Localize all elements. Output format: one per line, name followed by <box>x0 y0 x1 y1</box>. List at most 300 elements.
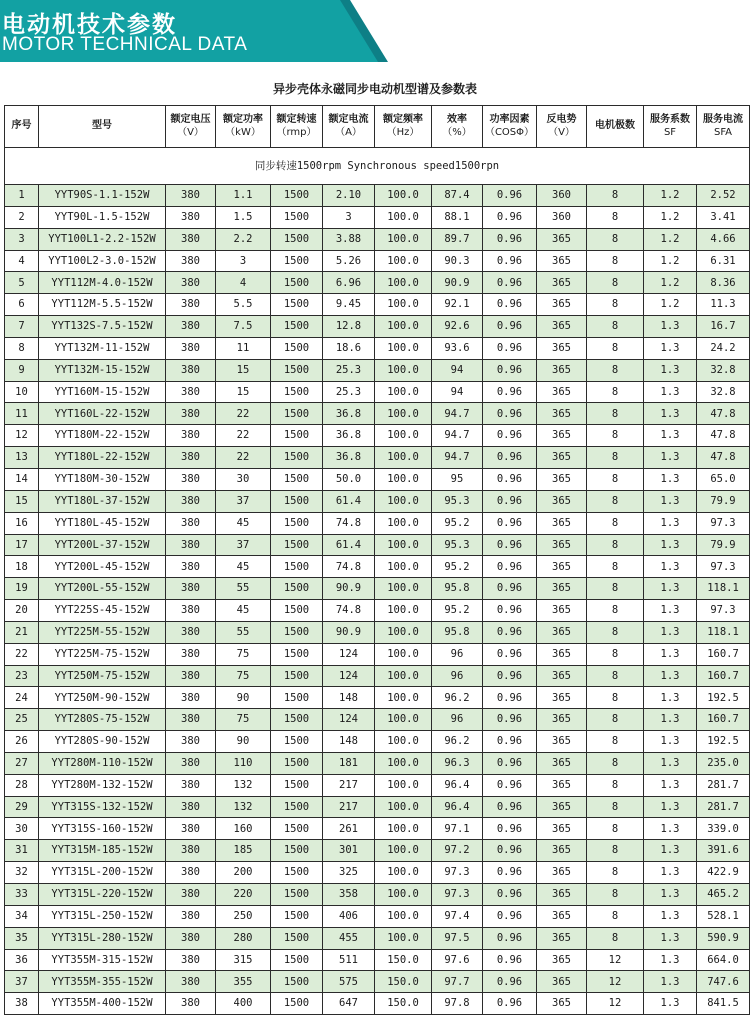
table-cell: 100.0 <box>375 731 432 753</box>
table-cell: 16 <box>5 512 39 534</box>
table-cell: 391.6 <box>697 840 750 862</box>
table-cell: YYT250M-75-152W <box>39 665 166 687</box>
column-header-unit: （V） <box>548 126 575 138</box>
table-cell: YYT355M-400-152W <box>39 993 166 1015</box>
table-cell: 160.7 <box>697 709 750 731</box>
title-english: MOTOR TECHNICAL DATA <box>2 34 248 55</box>
table-cell: 355 <box>216 971 271 993</box>
table-cell: YYT132S-7.5-152W <box>39 316 166 338</box>
table-cell: 380 <box>166 752 216 774</box>
table-cell: YYT315L-280-152W <box>39 927 166 949</box>
table-cell: 4 <box>216 272 271 294</box>
column-header <box>587 106 644 148</box>
table-row <box>5 949 750 971</box>
table-cell: 21 <box>5 621 39 643</box>
section-label: 同步转速1500rpm Synchronous speed1500rpn <box>5 148 750 185</box>
table-cell: 100.0 <box>375 447 432 469</box>
table-cell: 380 <box>166 316 216 338</box>
table-cell: 8 <box>587 425 644 447</box>
table-cell: 1.3 <box>644 425 697 447</box>
table-cell: 100.0 <box>375 381 432 403</box>
table-cell: 100.0 <box>375 752 432 774</box>
table-cell: 74.8 <box>323 600 375 622</box>
table-cell: YYT180M-30-152W <box>39 468 166 490</box>
table-cell: 3 <box>323 206 375 228</box>
table-cell: 8 <box>587 731 644 753</box>
table-cell: 100.0 <box>375 556 432 578</box>
table-row <box>5 337 750 359</box>
table-cell: 79.9 <box>697 534 750 556</box>
table-cell: 1.2 <box>644 250 697 272</box>
table-row <box>5 185 750 207</box>
table-cell: 1500 <box>271 185 323 207</box>
table-cell: 235.0 <box>697 752 750 774</box>
table-cell: 365 <box>537 578 587 600</box>
table-cell: 0.96 <box>483 556 537 578</box>
table-cell: 192.5 <box>697 687 750 709</box>
table-cell: 575 <box>323 971 375 993</box>
table-cell: 365 <box>537 316 587 338</box>
table-cell: 380 <box>166 665 216 687</box>
table-cell: 1500 <box>271 272 323 294</box>
table-row <box>5 643 750 665</box>
table-cell: 27 <box>5 752 39 774</box>
table-cell: 339.0 <box>697 818 750 840</box>
table-cell: 365 <box>537 905 587 927</box>
table-cell: 0.96 <box>483 709 537 731</box>
table-cell: YYT160L-22-152W <box>39 403 166 425</box>
table-cell: 400 <box>216 993 271 1015</box>
title-chinese: 电动机技术参数 <box>2 12 177 38</box>
table-cell: 217 <box>323 796 375 818</box>
column-header-unit: （V） <box>177 126 204 138</box>
table-cell: 365 <box>537 381 587 403</box>
column-header-label: 反电势 <box>546 114 577 125</box>
table-cell: 1.2 <box>644 272 697 294</box>
table-cell: 8.36 <box>697 272 750 294</box>
table-cell: 95.8 <box>432 621 483 643</box>
table-cell: 3.41 <box>697 206 750 228</box>
table-cell: 365 <box>537 621 587 643</box>
column-header-unit: （Hz） <box>386 126 420 138</box>
table-cell: 95.2 <box>432 512 483 534</box>
table-cell: 8 <box>587 556 644 578</box>
table-row <box>5 250 750 272</box>
column-header-label: 功率因素 <box>489 114 530 125</box>
table-cell: YYT355M-315-152W <box>39 949 166 971</box>
header-row <box>5 106 750 148</box>
table-cell: 365 <box>537 272 587 294</box>
table-cell: 94 <box>432 381 483 403</box>
table-cell: 365 <box>537 512 587 534</box>
table-cell: 5 <box>5 272 39 294</box>
table-cell: 8 <box>587 862 644 884</box>
table-cell: 8 <box>587 206 644 228</box>
table-row <box>5 294 750 316</box>
table-cell: 12 <box>5 425 39 447</box>
table-cell: 1.3 <box>644 687 697 709</box>
table-cell: 100.0 <box>375 687 432 709</box>
table-cell: 380 <box>166 621 216 643</box>
table-cell: 1.3 <box>644 840 697 862</box>
table-cell: 8 <box>587 927 644 949</box>
table-cell: 100.0 <box>375 600 432 622</box>
table-cell: 0.96 <box>483 949 537 971</box>
table-cell: 50.0 <box>323 468 375 490</box>
table-cell: 19 <box>5 578 39 600</box>
table-cell: 380 <box>166 578 216 600</box>
table-cell: 33 <box>5 884 39 906</box>
table-cell: 6.31 <box>697 250 750 272</box>
table-cell: 132 <box>216 774 271 796</box>
table-cell: 8 <box>587 512 644 534</box>
column-header-unit: SF <box>663 126 677 138</box>
table-cell: 3 <box>216 250 271 272</box>
table-cell: 0.96 <box>483 643 537 665</box>
table-cell: 25 <box>5 709 39 731</box>
table-cell: 36.8 <box>323 447 375 469</box>
table-cell: 0.96 <box>483 534 537 556</box>
table-cell: 8 <box>587 840 644 862</box>
table-row <box>5 905 750 927</box>
table-cell: 380 <box>166 337 216 359</box>
table-cell: 100.0 <box>375 927 432 949</box>
table-cell: 8 <box>587 600 644 622</box>
table-cell: 8 <box>587 185 644 207</box>
table-cell: 100.0 <box>375 578 432 600</box>
table-cell: 747.6 <box>697 971 750 993</box>
table-row <box>5 556 750 578</box>
column-header-unit: （rmp） <box>276 126 317 138</box>
table-cell: 1500 <box>271 687 323 709</box>
table-cell: 25.3 <box>323 359 375 381</box>
table-cell: 281.7 <box>697 774 750 796</box>
table-cell: 380 <box>166 731 216 753</box>
table-cell: 100.0 <box>375 490 432 512</box>
table-cell: 23 <box>5 665 39 687</box>
table-cell: 47.8 <box>697 403 750 425</box>
table-cell: 9.45 <box>323 294 375 316</box>
table-cell: 1500 <box>271 665 323 687</box>
table-cell: YYT225S-45-152W <box>39 600 166 622</box>
table-cell: 380 <box>166 490 216 512</box>
table-cell: 0.96 <box>483 359 537 381</box>
table-cell: 87.4 <box>432 185 483 207</box>
table-cell: 1.2 <box>644 206 697 228</box>
table-cell: YYT180M-22-152W <box>39 425 166 447</box>
table-cell: 380 <box>166 927 216 949</box>
table-cell: YYT180L-37-152W <box>39 490 166 512</box>
table-cell: 1500 <box>271 971 323 993</box>
table-cell: 365 <box>537 403 587 425</box>
table-row <box>5 971 750 993</box>
table-cell: 124 <box>323 665 375 687</box>
table-cell: 118.1 <box>697 621 750 643</box>
table-cell: 4.66 <box>697 228 750 250</box>
table-cell: 96.3 <box>432 752 483 774</box>
table-cell: 9 <box>5 359 39 381</box>
table-cell: 22 <box>216 403 271 425</box>
table-cell: 100.0 <box>375 643 432 665</box>
table-cell: 1.3 <box>644 621 697 643</box>
table-cell: 1500 <box>271 905 323 927</box>
table-cell: 45 <box>216 556 271 578</box>
table-cell: 2.52 <box>697 185 750 207</box>
table-row <box>5 687 750 709</box>
table-cell: 20 <box>5 600 39 622</box>
table-cell: 1.3 <box>644 512 697 534</box>
table-cell: 96.2 <box>432 731 483 753</box>
table-cell: 2 <box>5 206 39 228</box>
table-cell: 36.8 <box>323 403 375 425</box>
table-cell: 8 <box>587 665 644 687</box>
table-cell: 55 <box>216 578 271 600</box>
table-cell: 0.96 <box>483 185 537 207</box>
column-header-unit: （%） <box>442 126 472 138</box>
table-cell: 1500 <box>271 884 323 906</box>
table-cell: 100.0 <box>375 905 432 927</box>
table-cell: 380 <box>166 796 216 818</box>
table-cell: 1.3 <box>644 447 697 469</box>
table-cell: 365 <box>537 490 587 512</box>
table-cell: 1.3 <box>644 337 697 359</box>
table-cell: 47.8 <box>697 425 750 447</box>
table-cell: 36.8 <box>323 425 375 447</box>
table-cell: 1500 <box>271 949 323 971</box>
table-cell: 90.3 <box>432 250 483 272</box>
table-cell: 8 <box>587 250 644 272</box>
table-cell: 97.3 <box>697 600 750 622</box>
table-cell: 30 <box>5 818 39 840</box>
table-cell: 28 <box>5 774 39 796</box>
table-cell: 47.8 <box>697 447 750 469</box>
table-cell: 32 <box>5 862 39 884</box>
table-cell: 365 <box>537 534 587 556</box>
column-header-label: 额定电流 <box>328 114 369 125</box>
table-cell: 365 <box>537 993 587 1015</box>
table-cell: 380 <box>166 643 216 665</box>
table-cell: 97.8 <box>432 993 483 1015</box>
table-cell: YYT315S-160-152W <box>39 818 166 840</box>
table-cell: 0.96 <box>483 774 537 796</box>
table-cell: 100.0 <box>375 250 432 272</box>
table-cell: 8 <box>587 403 644 425</box>
table-cell: 1.3 <box>644 468 697 490</box>
table-cell: 325 <box>323 862 375 884</box>
table-cell: 1500 <box>271 578 323 600</box>
table-cell: 150.0 <box>375 949 432 971</box>
table-cell: 365 <box>537 294 587 316</box>
table-cell: 358 <box>323 884 375 906</box>
table-cell: 22 <box>216 425 271 447</box>
table-cell: 380 <box>166 250 216 272</box>
table-row <box>5 403 750 425</box>
table-cell: 380 <box>166 993 216 1015</box>
table-cell: 5.26 <box>323 250 375 272</box>
table-cell: 1500 <box>271 468 323 490</box>
table-cell: 1.3 <box>644 316 697 338</box>
table-row <box>5 316 750 338</box>
table-cell: 841.5 <box>697 993 750 1015</box>
table-cell: 0.96 <box>483 206 537 228</box>
table-cell: 1500 <box>271 600 323 622</box>
table-cell: 315 <box>216 949 271 971</box>
table-cell: YYT315M-185-152W <box>39 840 166 862</box>
table-row <box>5 381 750 403</box>
table-cell: 365 <box>537 818 587 840</box>
table-cell: 360 <box>537 185 587 207</box>
table-cell: YYT180L-45-152W <box>39 512 166 534</box>
table-cell: 0.96 <box>483 228 537 250</box>
table-cell: 1500 <box>271 731 323 753</box>
table-cell: 45 <box>216 512 271 534</box>
motor-parameters-table <box>4 105 750 1015</box>
table-cell: 100.0 <box>375 512 432 534</box>
table-cell: 8 <box>587 905 644 927</box>
table-cell: 1.3 <box>644 927 697 949</box>
table-cell: 1500 <box>271 840 323 862</box>
table-cell: 0.96 <box>483 818 537 840</box>
table-cell: 1500 <box>271 447 323 469</box>
column-header-label: 电机极数 <box>595 120 635 132</box>
table-cell: 15 <box>5 490 39 512</box>
table-cell: 365 <box>537 447 587 469</box>
column-header-label: 型号 <box>92 120 112 132</box>
table-cell: 380 <box>166 862 216 884</box>
table-cell: 1500 <box>271 381 323 403</box>
table-cell: 250 <box>216 905 271 927</box>
table-cell: 0.96 <box>483 578 537 600</box>
table-cell: 100.0 <box>375 294 432 316</box>
table-cell: 365 <box>537 884 587 906</box>
table-row <box>5 425 750 447</box>
table-row <box>5 731 750 753</box>
table-cell: 301 <box>323 840 375 862</box>
table-cell: 365 <box>537 862 587 884</box>
table-cell: YYT200L-55-152W <box>39 578 166 600</box>
table-cell: 1500 <box>271 403 323 425</box>
table-cell: 1 <box>5 185 39 207</box>
table-cell: 380 <box>166 403 216 425</box>
table-cell: 1500 <box>271 359 323 381</box>
table-cell: YYT280S-75-152W <box>39 709 166 731</box>
table-cell: 8 <box>587 228 644 250</box>
table-cell: 88.1 <box>432 206 483 228</box>
table-cell: 18 <box>5 556 39 578</box>
table-cell: 61.4 <box>323 534 375 556</box>
table-cell: 0.96 <box>483 294 537 316</box>
table-cell: 1.1 <box>216 185 271 207</box>
table-cell: 1.3 <box>644 359 697 381</box>
table-cell: YYT225M-55-152W <box>39 621 166 643</box>
table-cell: 97.4 <box>432 905 483 927</box>
table-cell: 75 <box>216 643 271 665</box>
column-header <box>644 106 697 148</box>
table-cell: 100.0 <box>375 534 432 556</box>
table-cell: 1.3 <box>644 818 697 840</box>
column-header <box>537 106 587 148</box>
table-cell: 1.3 <box>644 731 697 753</box>
table-cell: 1500 <box>271 250 323 272</box>
table-cell: 1.3 <box>644 752 697 774</box>
table-cell: 160 <box>216 818 271 840</box>
table-cell: 8 <box>587 468 644 490</box>
table-cell: 96 <box>432 709 483 731</box>
table-cell: 4 <box>5 250 39 272</box>
table-cell: 0.96 <box>483 250 537 272</box>
table-cell: 465.2 <box>697 884 750 906</box>
table-cell: 45 <box>216 600 271 622</box>
table-cell: 1.2 <box>644 228 697 250</box>
table-cell: 422.9 <box>697 862 750 884</box>
table-row <box>5 228 750 250</box>
table-cell: 148 <box>323 687 375 709</box>
table-cell: YYT280S-90-152W <box>39 731 166 753</box>
table-cell: 365 <box>537 643 587 665</box>
table-cell: 1500 <box>271 316 323 338</box>
table-cell: 15 <box>216 359 271 381</box>
table-cell: YYT315S-132-152W <box>39 796 166 818</box>
table-row <box>5 600 750 622</box>
table-cell: 1.3 <box>644 490 697 512</box>
table-cell: YYT180L-22-152W <box>39 447 166 469</box>
column-header-label: 额定频率 <box>383 114 423 125</box>
table-cell: 22 <box>216 447 271 469</box>
table-cell: 1500 <box>271 709 323 731</box>
table-cell: 8 <box>587 534 644 556</box>
table-cell: 365 <box>537 971 587 993</box>
table-cell: 1500 <box>271 796 323 818</box>
table-cell: YYT315L-220-152W <box>39 884 166 906</box>
table-cell: YYT112M-5.5-152W <box>39 294 166 316</box>
table-row <box>5 665 750 687</box>
table-cell: 220 <box>216 884 271 906</box>
table-cell: 24.2 <box>697 337 750 359</box>
table-cell: 15 <box>216 381 271 403</box>
column-header-label: 额定功率 <box>223 114 263 125</box>
table-cell: 100.0 <box>375 228 432 250</box>
table-cell: 1.3 <box>644 556 697 578</box>
table-cell: 1500 <box>271 228 323 250</box>
table-cell: 365 <box>537 731 587 753</box>
column-header-unit: （kW） <box>225 126 261 138</box>
table-cell: 150.0 <box>375 993 432 1015</box>
column-header <box>216 106 271 148</box>
table-cell: 365 <box>537 250 587 272</box>
table-cell: 11 <box>216 337 271 359</box>
table-cell: 100.0 <box>375 359 432 381</box>
table-row <box>5 796 750 818</box>
table-cell: YYT100L2-3.0-152W <box>39 250 166 272</box>
table-cell: 90 <box>216 687 271 709</box>
table-cell: 10 <box>5 381 39 403</box>
table-cell: 0.96 <box>483 512 537 534</box>
table-cell: 100.0 <box>375 468 432 490</box>
column-header <box>166 106 216 148</box>
table-cell: YYT90L-1.5-152W <box>39 206 166 228</box>
table-cell: 95.8 <box>432 578 483 600</box>
table-cell: 94.7 <box>432 425 483 447</box>
table-cell: 90.9 <box>323 578 375 600</box>
table-cell: 380 <box>166 971 216 993</box>
table-cell: 124 <box>323 643 375 665</box>
table-cell: 25.3 <box>323 381 375 403</box>
table-cell: 1.3 <box>644 578 697 600</box>
table-cell: 365 <box>537 468 587 490</box>
table-cell: 93.6 <box>432 337 483 359</box>
table-cell: 1.2 <box>644 294 697 316</box>
table-cell: 94 <box>432 359 483 381</box>
